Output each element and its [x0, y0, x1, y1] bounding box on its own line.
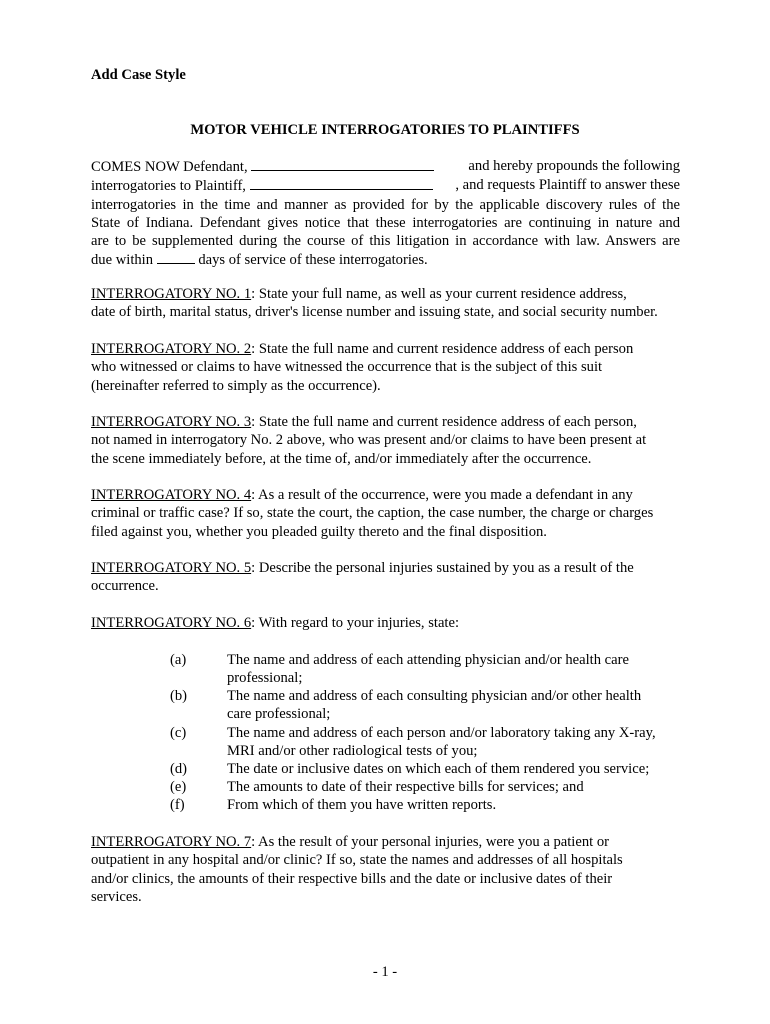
sub-item-letter: (e) [170, 779, 187, 795]
intro-line-1 [91, 157, 680, 176]
interrogatory-7 [91, 833, 680, 906]
page-number: - 1 - [372, 964, 398, 980]
interrogatory-label: INTERROGATORY NO. 1 [91, 286, 252, 302]
sub-item-line: care professional; [227, 706, 331, 723]
intro-text: due within [91, 252, 154, 269]
interrogatory-line: not named in interrogatory No. 2 above, who was present and/or claims to have been present at [91, 432, 647, 449]
intro-line-4: State of Indiana. Defendant gives notice that these interrogatories are continuing in nature and [91, 214, 680, 231]
interrogatory-label: INTERROGATORY NO. 4 [91, 487, 252, 503]
interrogatory-text: : As a result of the occurrence, were you made a defendant in any [251, 487, 633, 503]
sub-item-letter: (b) [170, 688, 188, 704]
case-style-heading: Add Case Style [91, 67, 186, 83]
intro-line-5: are to be supplemented during the course of this litigation in accordance with law. Answers are [91, 233, 680, 250]
interrogatory-line [91, 833, 680, 851]
interrogatory-text: : State the full name and current residence address of each person, [251, 414, 637, 430]
document-title: MOTOR VEHICLE INTERROGATORIES TO PLAINTIFFS [190, 122, 580, 138]
sub-item-letter: (f) [170, 797, 185, 813]
interrogatory-line: filed against you, whether you pleaded guilty thereto and the final disposition. [91, 523, 547, 540]
interrogatory-label: INTERROGATORY NO. 3 [91, 414, 252, 430]
interrogatory-1 [91, 285, 680, 322]
interrogatory-line: (hereinafter referred to simply as the occurrence). [91, 377, 381, 394]
sub-item-text [227, 796, 677, 814]
interrogatory-text: : Describe the personal injuries sustained by you as a result of the [251, 560, 634, 576]
interrogatory-line [91, 559, 680, 577]
sub-item-text [227, 760, 677, 778]
defendant-name-blank[interactable] [251, 157, 434, 171]
interrogatory-label: INTERROGATORY NO. 5 [91, 560, 252, 576]
sub-item-text [227, 651, 677, 688]
interrogatory-line: occurrence. [91, 578, 159, 595]
sub-item-letter: (d) [170, 761, 188, 777]
interrogatory-line: criminal or traffic case? If so, state the court, the caption, the case number, the charge or charges [91, 505, 654, 522]
interrogatory-6 [91, 614, 680, 632]
sub-item-text [227, 687, 677, 724]
sub-item-text [227, 778, 677, 796]
interrogatory-label: INTERROGATORY NO. 2 [91, 341, 252, 357]
intro-text: and hereby propounds the following [468, 158, 680, 174]
sub-item-line: The amounts to date of their respective bills for services; and [227, 779, 584, 795]
interrogatory-label: INTERROGATORY NO. 6 [91, 615, 252, 631]
intro-line-3: interrogatories in the time and manner as provided for by the applicable discovery rules of the [91, 196, 680, 213]
sub-item-text [227, 724, 677, 761]
interrogatory-line: services. [91, 888, 142, 905]
sub-item-line: The date or inclusive dates on which each of them rendered you service; [227, 761, 650, 777]
sub-item-letter: (a) [170, 652, 187, 668]
interrogatory-text: : With regard to your injuries, state: [251, 615, 460, 631]
interrogatory-text: : As the result of your personal injuries, were you a patient or [251, 834, 610, 850]
interrogatory-line: and/or clinics, the amounts of their respective bills and the date or inclusive dates of their [91, 870, 613, 887]
intro-text: interrogatories to Plaintiff, [91, 178, 246, 195]
interrogatory-line [91, 285, 680, 303]
intro-line-2 [91, 176, 680, 195]
interrogatory-line [91, 614, 680, 632]
interrogatory-text: : State the full name and current residence address of each person [251, 341, 634, 357]
interrogatory-line [91, 486, 680, 504]
intro-text: COMES NOW Defendant, [91, 159, 248, 175]
interrogatory-line: the scene immediately before, at the time of, and/or immediately after the occurrence. [91, 450, 592, 467]
interrogatory-line [91, 340, 680, 358]
interrogatory-4 [91, 486, 680, 541]
intro-line-6 [91, 250, 680, 269]
interrogatory-line [91, 413, 680, 431]
interrogatory-line: who witnessed or claims to have witnessed the occurrence that is the subject of this suit [91, 359, 603, 376]
interrogatory-text: : State your full name, as well as your current residence address, [251, 286, 627, 302]
interrogatory-5 [91, 559, 680, 596]
sub-item-line: MRI and/or other radiological tests of you; [227, 743, 478, 760]
intro-text: days of service of these interrogatories. [198, 252, 428, 269]
days-blank[interactable] [157, 250, 195, 264]
sub-item-line: From which of them you have written reports. [227, 797, 497, 813]
sub-item-line: professional; [227, 670, 303, 687]
sub-item-line: The name and address of each attending physician and/or health care [227, 652, 629, 668]
intro-paragraph [91, 157, 680, 270]
sub-item-line: The name and address of each consulting physician and/or other health [227, 688, 642, 704]
interrogatory-2 [91, 340, 680, 395]
interrogatory-label: INTERROGATORY NO. 7 [91, 834, 252, 850]
interrogatory-line: outpatient in any hospital and/or clinic? If so, state the names and addresses of all hospitals [91, 852, 623, 869]
interrogatory-line: date of birth, marital status, driver's license number and issuing state, and social security number. [91, 304, 658, 321]
intro-text: , and requests Plaintiff to answer these [455, 177, 680, 194]
plaintiff-name-blank[interactable] [250, 176, 433, 190]
sub-item-letter: (c) [170, 725, 187, 741]
interrogatory-3 [91, 413, 680, 468]
sub-item-line: The name and address of each person and/or laboratory taking any X-ray, [227, 725, 656, 741]
